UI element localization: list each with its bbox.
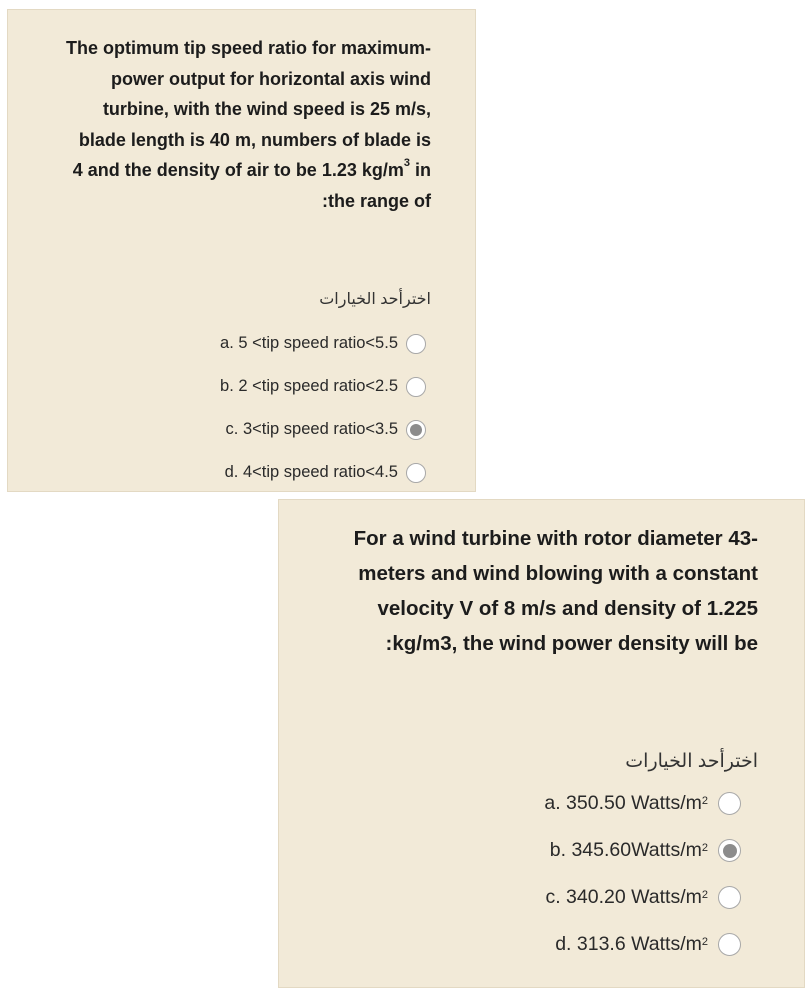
question-2-text [288,521,758,661]
option-label: a. 350.50 Watts/m [544,792,702,814]
radio-button[interactable] [406,463,426,483]
question-line: :the range of [321,190,431,211]
option-a[interactable] [220,322,426,365]
option-label: c. 340.20 Watts/m [545,886,702,908]
question-line: turbine, with the wind speed is 25 m/s, [102,99,431,119]
option-a[interactable]: a. 350.50 Watts/m $^2$ [544,780,741,827]
option-d[interactable]: d. 313.6 Watts/m $^2$ [544,921,741,968]
option-c[interactable] [220,408,426,451]
question-line: The optimum tip speed ratio for maximum- [65,38,431,58]
question-line: velocity V of 8 m/s and density of 1.225 [377,597,758,620]
option-label: a. 5 <tip speed ratio<5.5 [220,334,398,352]
option-label: d. 4<tip speed ratio<4.5 [224,463,398,481]
option-d[interactable] [220,451,426,494]
radio-button-selected[interactable] [406,420,426,440]
option-label: b. 2 <tip speed ratio<2.5 [220,377,398,395]
superscript: 3 [403,157,410,169]
option-label: c. 3<tip speed ratio<3.5 [225,420,398,438]
options-list-2 [544,780,741,968]
question-line-text: 4 and the density of air to be 1.23 kg/m [72,160,404,180]
question-1-text [11,33,431,216]
choose-one-label: اخترأحد الخيارات [625,751,758,772]
radio-button-selected[interactable] [718,839,741,862]
option-b[interactable]: b. 345.60Watts/m $^2$ [544,827,741,874]
question-line: blade length is 40 m, numbers of blade is [78,129,431,150]
question-line [11,155,431,186]
question-line: For a wind turbine with rotor diameter 43- [353,527,758,550]
radio-button[interactable] [718,933,741,956]
question-line: power output for horizontal axis wind [111,68,431,89]
radio-button[interactable] [718,792,741,815]
choose-one-label: اخترأحد الخيارات [319,291,431,308]
radio-button[interactable] [406,377,426,397]
radio-button[interactable] [718,886,741,909]
question-line-tail: in [410,160,431,180]
question-card-2 [278,499,805,988]
question-line: :kg/m3, the wind power density will be [385,632,758,655]
option-label: b. 345.60Watts/m [549,839,702,861]
option-b[interactable] [220,365,426,408]
question-line: meters and wind blowing with a constant [358,562,758,585]
question-card-1 [7,9,476,492]
option-c[interactable]: c. 340.20 Watts/m $^2$ [544,874,741,921]
radio-button[interactable] [406,334,426,354]
option-label: d. 313.6 Watts/m [555,933,702,955]
options-list-1 [220,322,426,494]
